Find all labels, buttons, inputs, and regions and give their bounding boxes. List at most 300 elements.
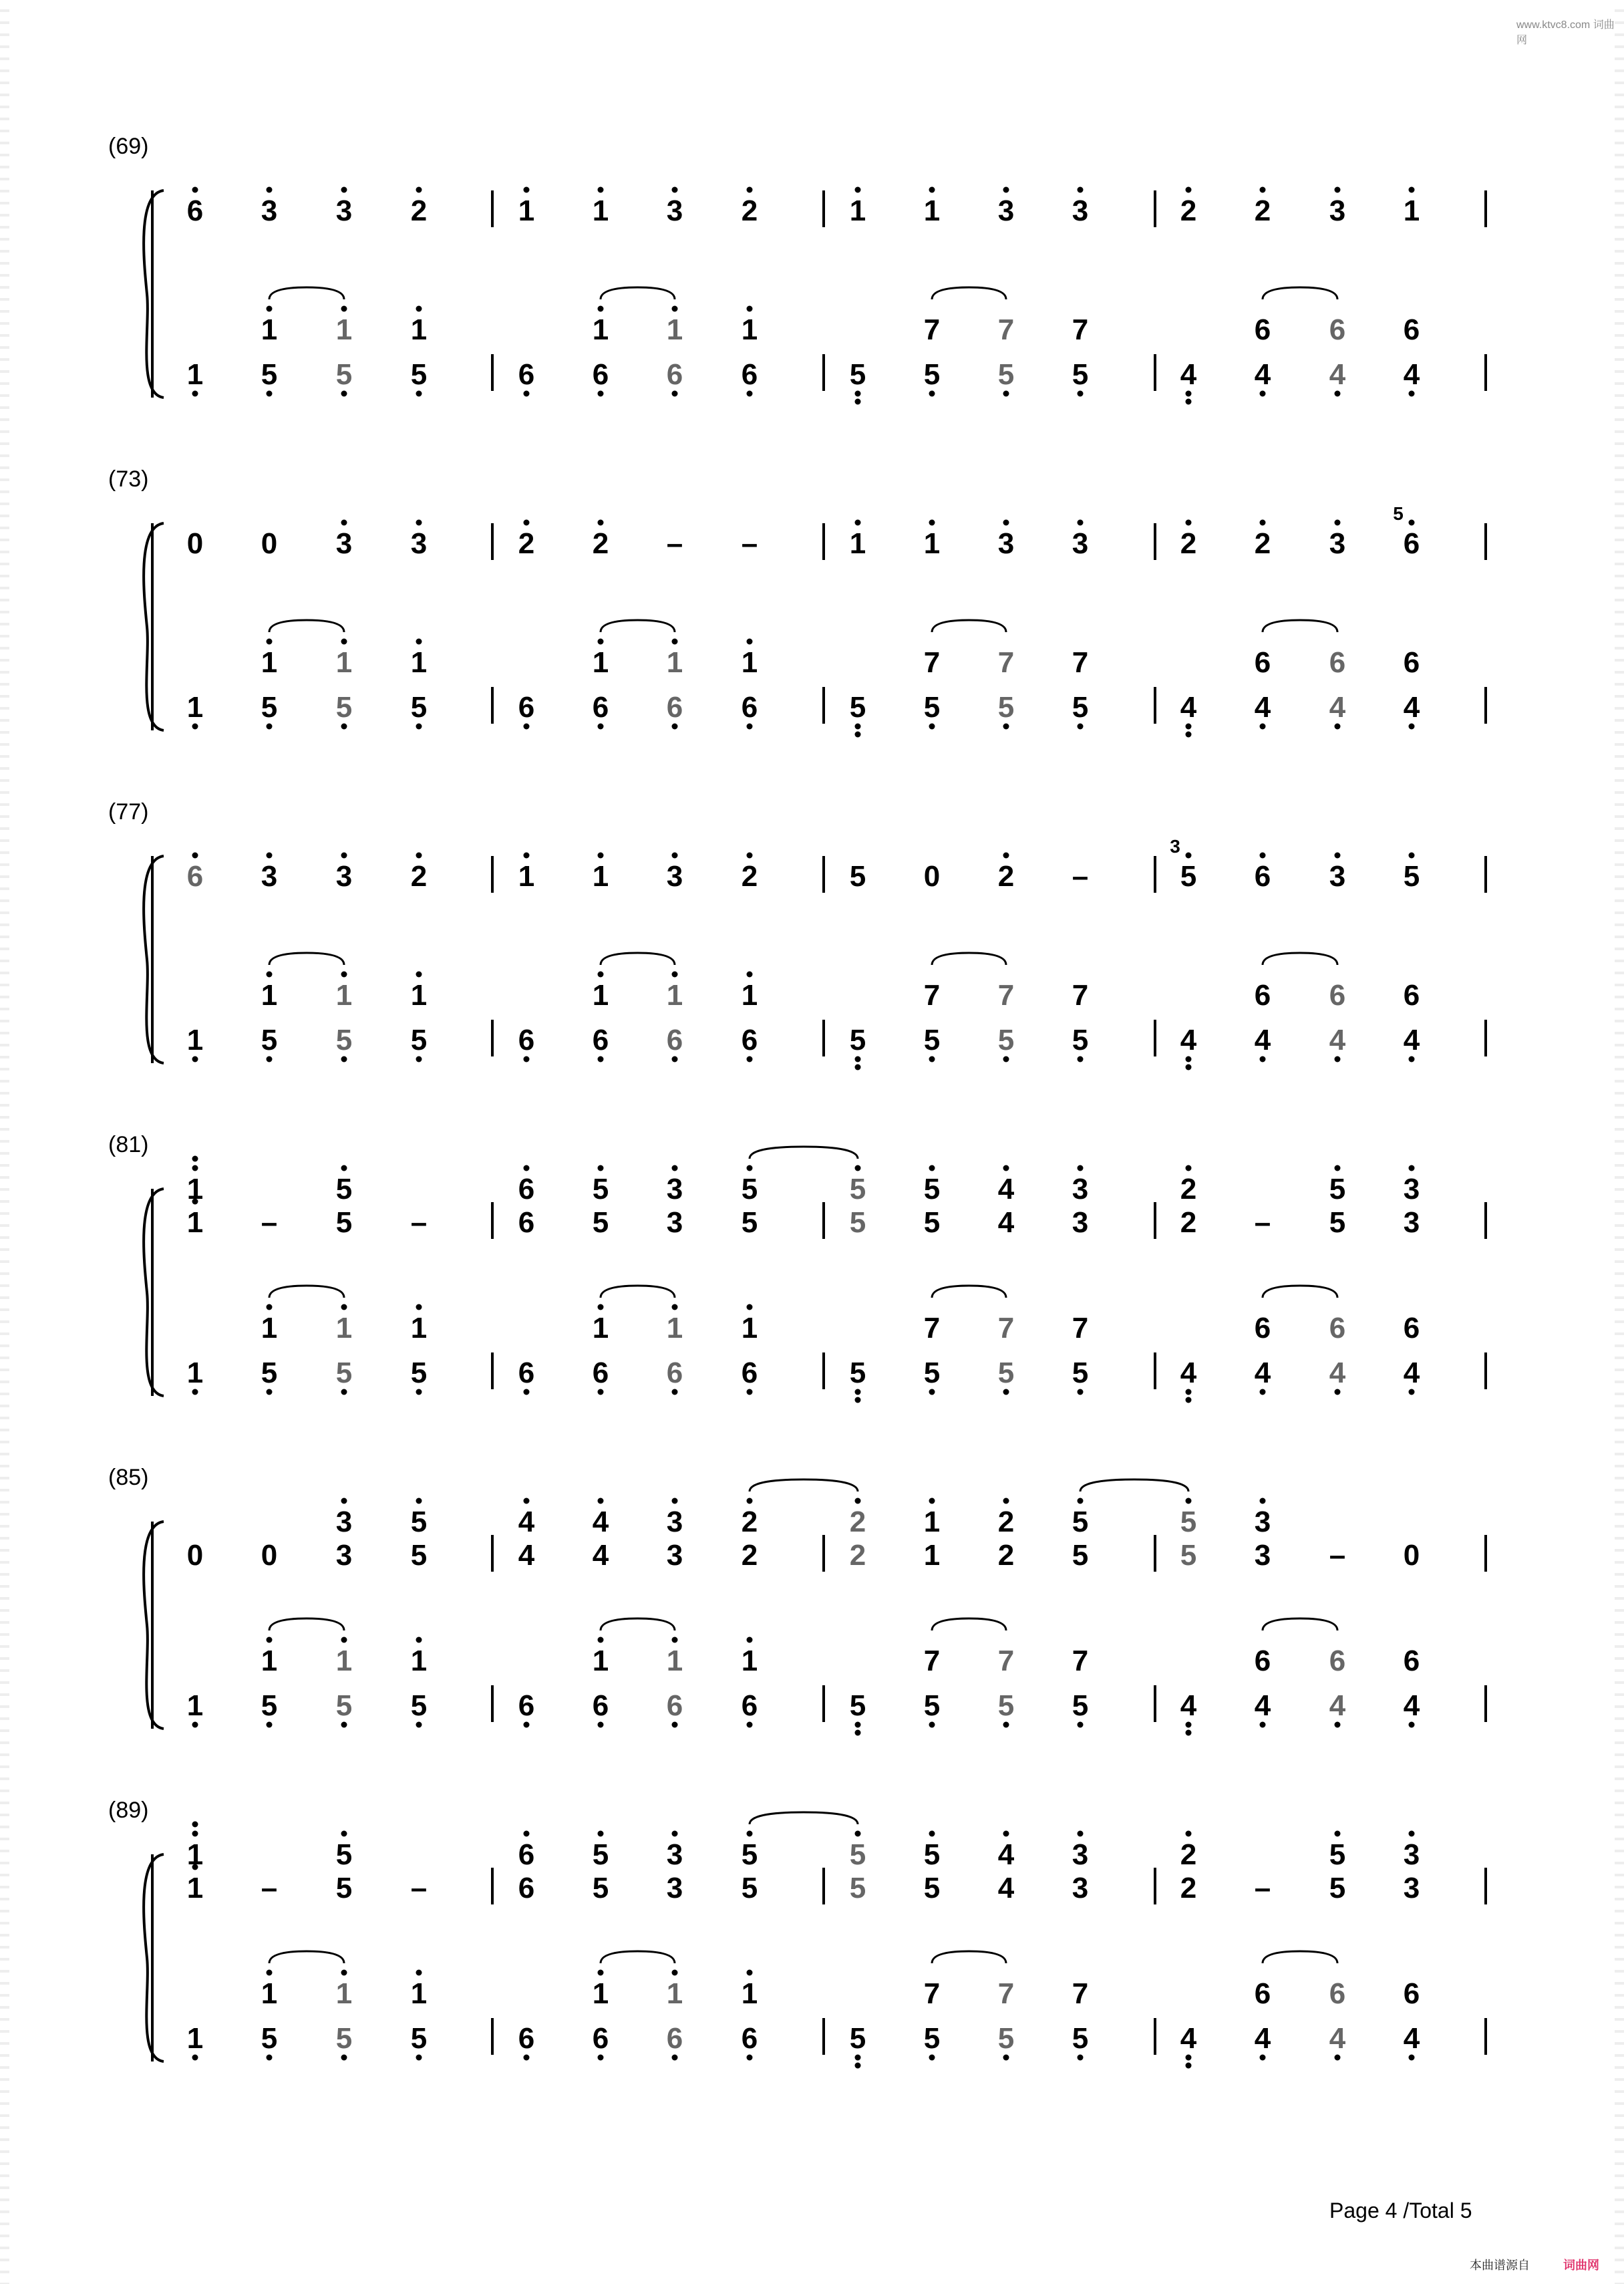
note: 4 (1403, 1357, 1420, 1389)
note: 5 (335, 1357, 353, 1389)
octave-dot (672, 1970, 678, 1976)
octave-dot (1003, 391, 1009, 397)
octave-dot (1186, 732, 1192, 738)
note: 1 (186, 1024, 204, 1056)
note: 1 (666, 313, 683, 346)
note: 2 (741, 1506, 758, 1538)
note: 5 (849, 691, 866, 724)
tie-slur (932, 1286, 1006, 1298)
octave-dot (1409, 1165, 1415, 1171)
note: 5 (849, 1206, 866, 1239)
note: 5 (261, 358, 278, 391)
octave-dot (1003, 2055, 1009, 2061)
note: 5 (923, 691, 941, 724)
octave-dot (341, 1389, 347, 1395)
note: 7 (1072, 1977, 1089, 2010)
octave-dot (598, 1498, 604, 1504)
note: 5 (1329, 1206, 1346, 1239)
octave-dot (929, 1389, 935, 1395)
octave-dot (1186, 853, 1192, 859)
octave-dot (267, 1304, 273, 1310)
octave-dot (855, 520, 861, 526)
octave-dot (1003, 520, 1009, 526)
tie-slur (601, 1951, 675, 1963)
octave-dot (598, 853, 604, 859)
octave-dot (416, 520, 422, 526)
octave-dot (672, 1831, 678, 1837)
note: 3 (1403, 1173, 1420, 1205)
tie-slur (1263, 287, 1337, 299)
note: 4 (1329, 1357, 1346, 1389)
octave-dot (524, 391, 530, 397)
octave-dot (747, 1498, 753, 1504)
octave-dot (672, 187, 678, 193)
octave-dot (1260, 391, 1266, 397)
octave-dot (747, 2055, 753, 2061)
note: 5 (849, 1173, 866, 1205)
note: 1 (592, 194, 609, 227)
octave-dot (1260, 2055, 1266, 2061)
octave-dot (416, 972, 422, 978)
octave-dot (267, 187, 273, 193)
octave-dot (1335, 520, 1341, 526)
note: 2 (1180, 1872, 1197, 1904)
note: 6 (1329, 979, 1346, 1012)
octave-dot (1186, 1498, 1192, 1504)
dash-hold: – (410, 1206, 428, 1239)
note: 1 (186, 1838, 204, 1871)
page-indicator: Page 4 /Total 5 (1329, 2198, 1472, 2223)
octave-dot (672, 1722, 678, 1728)
octave-dot (341, 972, 347, 978)
note: 4 (518, 1506, 535, 1538)
octave-dot (672, 1056, 678, 1062)
octave-dot (1335, 1056, 1341, 1062)
note: 1 (666, 1977, 683, 2010)
note: 5 (923, 358, 941, 391)
note: 1 (410, 1312, 428, 1344)
dash-hold: – (261, 1206, 278, 1239)
note: 6 (1329, 1977, 1346, 2010)
octave-dot (855, 1064, 861, 1070)
octave-dot (1186, 1722, 1192, 1728)
octave-dot (1260, 520, 1266, 526)
note: 7 (923, 646, 941, 679)
octave-dot (524, 1722, 530, 1728)
note: 5 (741, 1173, 758, 1205)
octave-dot (672, 853, 678, 859)
octave-dot (1186, 520, 1192, 526)
octave-dot (747, 1970, 753, 1976)
note: 5 (592, 1872, 609, 1904)
note: 5 (849, 860, 866, 893)
octave-dot (1003, 1831, 1009, 1837)
note: 6 (518, 1206, 535, 1239)
octave-dot (747, 306, 753, 312)
note: 1 (410, 1645, 428, 1677)
note: 5 (335, 1872, 353, 1904)
octave-dot (524, 520, 530, 526)
octave-dot (747, 1165, 753, 1171)
octave-dot (1260, 1056, 1266, 1062)
tie-slur (269, 620, 344, 632)
note: 2 (1180, 194, 1197, 227)
note: 5 (261, 1689, 278, 1722)
octave-dot (929, 391, 935, 397)
note: 7 (997, 979, 1015, 1012)
tie-slur (1263, 1618, 1337, 1630)
note: 7 (1072, 1312, 1089, 1344)
octave-dot (416, 306, 422, 312)
octave-dot (1335, 1831, 1341, 1837)
note: 5 (335, 1024, 353, 1056)
octave-dot (192, 1831, 198, 1837)
note: 3 (666, 1872, 683, 1904)
octave-dot (1003, 1389, 1009, 1395)
note: 4 (592, 1539, 609, 1572)
dash-hold: – (741, 527, 758, 560)
octave-dot (524, 1389, 530, 1395)
note: 3 (1072, 1206, 1089, 1239)
note: 6 (1329, 313, 1346, 346)
note: 4 (1403, 1024, 1420, 1056)
note: 3 (335, 527, 353, 560)
note: 3 (1329, 527, 1346, 560)
tie-slur (750, 1147, 858, 1159)
octave-dot (341, 1722, 347, 1728)
note: 1 (923, 194, 941, 227)
note: 3 (666, 1539, 683, 1572)
brace (144, 523, 164, 730)
octave-dot (267, 2055, 273, 2061)
note: 5 (741, 1206, 758, 1239)
note: 6 (741, 358, 758, 391)
note: 5 (923, 1689, 941, 1722)
source-caption: 本曲谱源自 (1470, 2259, 1530, 2272)
note: 0 (1403, 1539, 1420, 1572)
note: 3 (410, 527, 428, 560)
note: 6 (1403, 313, 1420, 346)
octave-dot (192, 724, 198, 730)
octave-dot (1186, 724, 1192, 730)
note: 3 (1072, 527, 1089, 560)
octave-dot (672, 724, 678, 730)
note: 1 (666, 1645, 683, 1677)
note: 5 (335, 1689, 353, 1722)
octave-dot (1186, 187, 1192, 193)
note: 0 (261, 1539, 278, 1572)
octave-dot (672, 1165, 678, 1171)
octave-dot (416, 1722, 422, 1728)
octave-dot (747, 639, 753, 645)
note: 5 (261, 1357, 278, 1389)
note: 5 (592, 1173, 609, 1205)
octave-dot (1409, 1722, 1415, 1728)
octave-dot (1409, 520, 1415, 526)
octave-dot (1409, 1056, 1415, 1062)
note: 6 (518, 358, 535, 391)
note: 1 (923, 527, 941, 560)
octave-dot (267, 1389, 273, 1395)
note: 3 (1254, 1506, 1271, 1538)
tie-slur (601, 620, 675, 632)
octave-dot (524, 853, 530, 859)
note: 6 (666, 2022, 683, 2055)
octave-dot (192, 1389, 198, 1395)
note: 6 (518, 691, 535, 724)
note: 6 (1254, 979, 1271, 1012)
octave-dot (1078, 1165, 1084, 1171)
note: 6 (1254, 1977, 1271, 2010)
octave-dot (416, 1304, 422, 1310)
site-watermark: www.ktvc8.com 词曲网 (1516, 19, 1615, 46)
note: 3 (666, 1173, 683, 1205)
octave-dot (1186, 399, 1192, 405)
octave-dot (1003, 187, 1009, 193)
octave-dot (524, 724, 530, 730)
octave-dot (416, 187, 422, 193)
note: 3 (1072, 1173, 1089, 1205)
note: 4 (1403, 1689, 1420, 1722)
octave-dot (341, 1831, 347, 1837)
octave-dot (747, 391, 753, 397)
note: 6 (1329, 646, 1346, 679)
octave-dot (192, 1822, 198, 1828)
note: 1 (261, 1977, 278, 2010)
octave-dot (598, 724, 604, 730)
note: 5 (592, 1838, 609, 1871)
octave-dot (192, 391, 198, 397)
octave-dot (1260, 1722, 1266, 1728)
note: 2 (410, 860, 428, 893)
octave-dot (341, 724, 347, 730)
octave-dot (267, 724, 273, 730)
note: 3 (666, 1838, 683, 1871)
note: 2 (741, 194, 758, 227)
octave-dot (747, 853, 753, 859)
tie-slur (269, 287, 344, 299)
note: 6 (518, 2022, 535, 2055)
note: 2 (741, 1539, 758, 1572)
octave-dot (747, 1722, 753, 1728)
grace-note: 5 (1393, 503, 1404, 524)
octave-dot (929, 187, 935, 193)
octave-dot (598, 520, 604, 526)
note: 1 (741, 1312, 758, 1344)
octave-dot (929, 1056, 935, 1062)
octave-dot (1409, 187, 1415, 193)
note: 5 (997, 1024, 1015, 1056)
note: 6 (666, 358, 683, 391)
octave-dot (1003, 1165, 1009, 1171)
note: 3 (335, 1506, 353, 1538)
note: 5 (923, 1206, 941, 1239)
note: 4 (1180, 358, 1197, 391)
octave-dot (1003, 1722, 1009, 1728)
note: 0 (923, 860, 941, 893)
brace (144, 1522, 164, 1729)
octave-dot (1078, 1831, 1084, 1837)
octave-dot (672, 306, 678, 312)
octave-dot (341, 187, 347, 193)
octave-dot (855, 2063, 861, 2069)
octave-dot (524, 1056, 530, 1062)
note: 2 (1180, 1173, 1197, 1205)
octave-dot (1335, 1722, 1341, 1728)
octave-dot (267, 1056, 273, 1062)
octave-dot (855, 1831, 861, 1837)
tie-slur (932, 1951, 1006, 1963)
note: 3 (335, 860, 353, 893)
octave-dot (1335, 724, 1341, 730)
note: 3 (1254, 1539, 1271, 1572)
octave-dot (341, 2055, 347, 2061)
note: 1 (186, 691, 204, 724)
octave-dot (341, 1498, 347, 1504)
note: 4 (1329, 1689, 1346, 1722)
note: 5 (410, 1506, 428, 1538)
octave-dot (598, 1637, 604, 1643)
octave-dot (747, 1637, 753, 1643)
note: 4 (1403, 2022, 1420, 2055)
octave-dot (598, 1165, 604, 1171)
dash-hold: – (261, 1872, 278, 1904)
octave-dot (1003, 724, 1009, 730)
octave-dot (598, 2055, 604, 2061)
note: 5 (849, 358, 866, 391)
octave-dot (672, 1304, 678, 1310)
note: 4 (1403, 358, 1420, 391)
octave-dot (267, 972, 273, 978)
note: 5 (335, 358, 353, 391)
note: 5 (335, 2022, 353, 2055)
measure-number: (85) (108, 1465, 149, 1490)
note: 1 (741, 313, 758, 346)
octave-dot (1335, 187, 1341, 193)
octave-dot (747, 187, 753, 193)
note: 3 (1072, 1872, 1089, 1904)
note: 3 (335, 1539, 353, 1572)
octave-dot (598, 1389, 604, 1395)
note: 6 (1403, 646, 1420, 679)
note: 4 (1254, 1357, 1271, 1389)
note: 6 (186, 860, 204, 893)
note: 2 (1180, 1838, 1197, 1871)
octave-dot (929, 724, 935, 730)
note: 5 (1329, 1838, 1346, 1871)
octave-dot (267, 1722, 273, 1728)
note: 6 (1403, 527, 1420, 560)
note: 6 (592, 1357, 609, 1389)
octave-dot (598, 972, 604, 978)
octave-dot (1078, 724, 1084, 730)
octave-dot (416, 1498, 422, 1504)
octave-dot (1078, 391, 1084, 397)
note: 5 (1072, 1689, 1089, 1722)
note: 6 (518, 1357, 535, 1389)
note: 1 (592, 1645, 609, 1677)
octave-dot (855, 391, 861, 397)
note: 6 (592, 1024, 609, 1056)
octave-dot (929, 2055, 935, 2061)
note: 3 (1403, 1838, 1420, 1871)
note: 5 (849, 1357, 866, 1389)
note: 1 (261, 1645, 278, 1677)
note: 3 (666, 860, 683, 893)
octave-dot (1260, 724, 1266, 730)
note: 5 (335, 691, 353, 724)
octave-dot (1260, 187, 1266, 193)
octave-dot (855, 1397, 861, 1403)
note: 3 (1072, 194, 1089, 227)
note: 2 (997, 860, 1015, 893)
octave-dot (855, 399, 861, 405)
note: 4 (1329, 358, 1346, 391)
octave-dot (1409, 2055, 1415, 2061)
octave-dot (341, 853, 347, 859)
tie-slur (932, 953, 1006, 965)
tie-slur (269, 1286, 344, 1298)
note: 1 (186, 1173, 204, 1205)
note: 1 (592, 979, 609, 1012)
note: 6 (518, 1173, 535, 1205)
octave-dot (1409, 1389, 1415, 1395)
note: 2 (1254, 527, 1271, 560)
note: 5 (1180, 860, 1197, 893)
note: 4 (1329, 1024, 1346, 1056)
note: 5 (410, 1539, 428, 1572)
note: 1 (410, 646, 428, 679)
note: 4 (997, 1206, 1015, 1239)
note: 1 (335, 1645, 353, 1677)
octave-dot (1003, 1056, 1009, 1062)
note: 5 (1329, 1872, 1346, 1904)
octave-dot (598, 1722, 604, 1728)
note: 4 (592, 1506, 609, 1538)
octave-dot (747, 1056, 753, 1062)
octave-dot (1186, 1831, 1192, 1837)
octave-dot (1186, 1064, 1192, 1070)
note: 1 (666, 1312, 683, 1344)
note: 3 (666, 1206, 683, 1239)
tie-slur (932, 287, 1006, 299)
octave-dot (267, 306, 273, 312)
note: 2 (410, 194, 428, 227)
note: 5 (1072, 1024, 1089, 1056)
octave-dot (855, 1389, 861, 1395)
note: 1 (666, 646, 683, 679)
octave-dot (598, 1304, 604, 1310)
note: 1 (186, 1872, 204, 1904)
octave-dot (672, 639, 678, 645)
note: 1 (741, 1645, 758, 1677)
note: 6 (1329, 1312, 1346, 1344)
note: 5 (849, 1024, 866, 1056)
note: 2 (849, 1506, 866, 1538)
note: 3 (997, 527, 1015, 560)
note: 5 (1072, 1357, 1089, 1389)
measure-number: (89) (108, 1798, 149, 1823)
note: 6 (741, 691, 758, 724)
brace (144, 1854, 164, 2061)
octave-dot (747, 1831, 753, 1837)
octave-dot (855, 1722, 861, 1728)
note: 3 (997, 194, 1015, 227)
octave-dot (1335, 391, 1341, 397)
tie-slur (932, 620, 1006, 632)
dash-hold: – (410, 1872, 428, 1904)
measure-number: (73) (108, 466, 149, 492)
